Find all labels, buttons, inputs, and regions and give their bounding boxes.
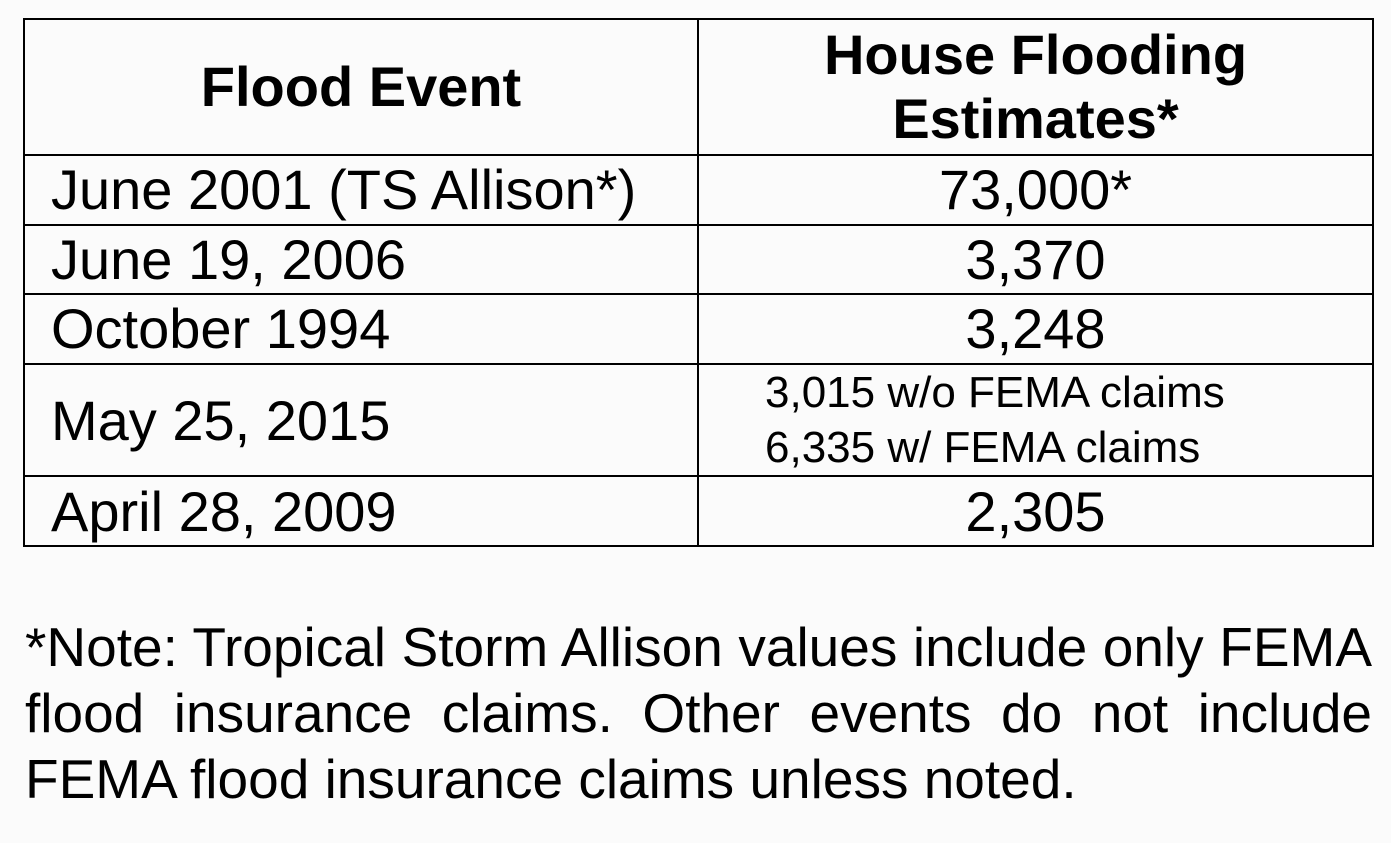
event-cell: October 1994 [24,294,698,364]
estimate-cell-multiline [698,364,1373,477]
table-row [24,294,1373,364]
table-header-row [24,19,1373,155]
event-cell: June 19, 2006 [24,225,698,295]
estimate-line-without-fema: 3,015 w/o FEMA claims [765,368,1225,418]
table-row [24,476,1373,546]
header-house-flooding-estimates [698,19,1373,155]
footnote: *Note: Tropical Storm Allison values include only FEMA flood insurance claims. Other events do not include FEMA flood insurance claims unless noted. [25,616,1372,810]
event-cell: May 25, 2015 [24,364,698,477]
table-row [24,225,1373,295]
flood-estimates-table [23,18,1374,547]
header-estimates-line-2: Estimates* [892,87,1179,150]
estimate-line-with-fema: 6,335 w/ FEMA claims [765,423,1201,473]
event-cell: June 2001 (TS Allison*) [24,155,698,225]
estimate-cell: 2,305 [698,476,1373,546]
event-cell: April 28, 2009 [24,476,698,546]
header-flood-event: Flood Event [24,19,698,155]
table-row [24,155,1373,225]
estimate-cell: 3,370 [698,225,1373,295]
estimate-cell: 73,000* [698,155,1373,225]
header-estimates-line-1: House Flooding [823,23,1248,86]
table-row [24,364,1373,477]
estimate-cell: 3,248 [698,294,1373,364]
